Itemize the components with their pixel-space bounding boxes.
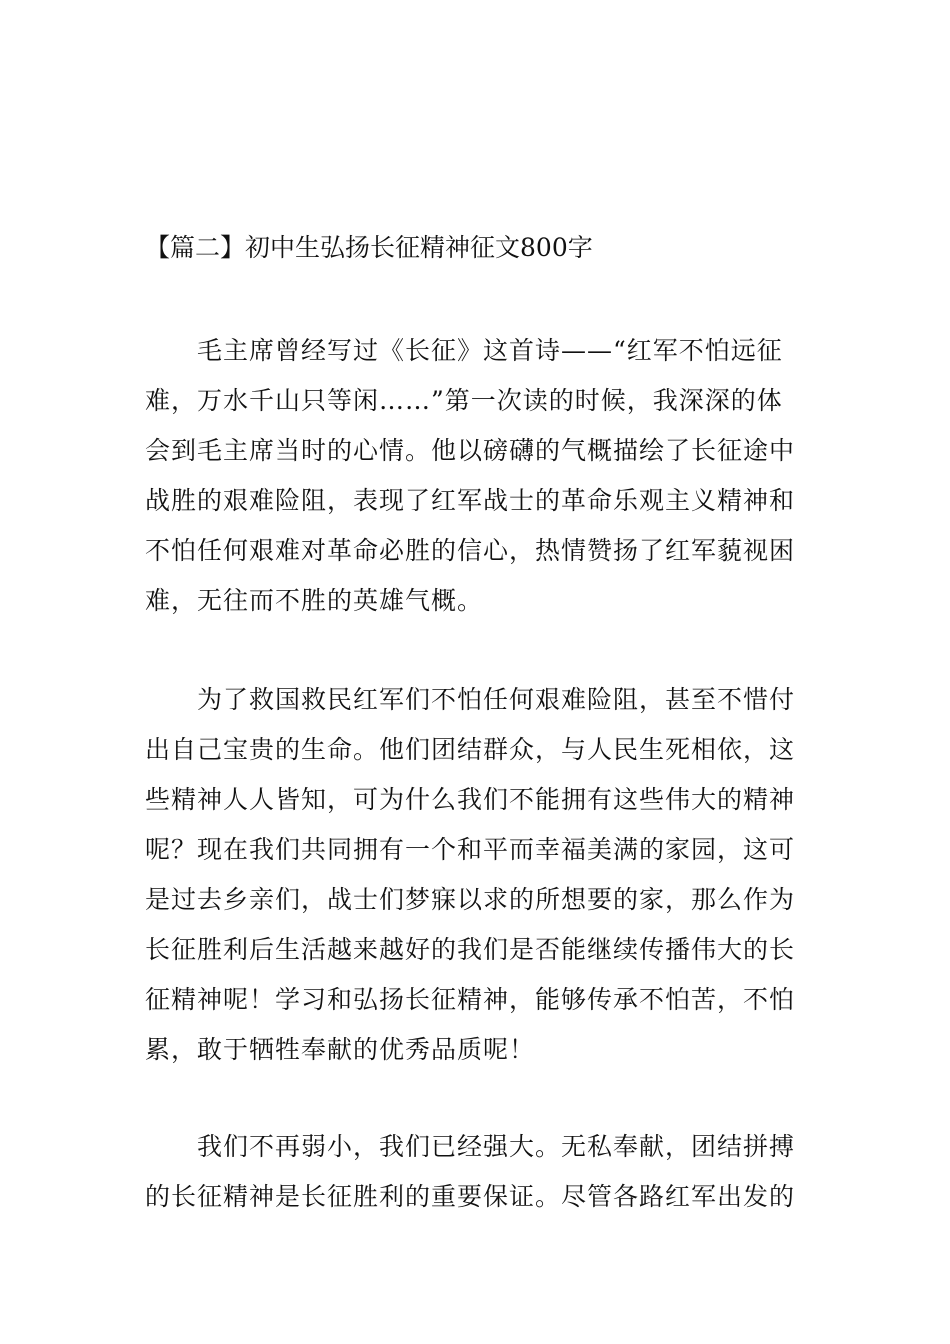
paragraph-line: 些精神人人皆知，可为什么我们不能拥有这些伟大的精神 <box>145 785 796 814</box>
paragraph-line: 累，敢于牺牲奉献的优秀品质呢！ <box>145 1035 536 1064</box>
paragraph-line: 是过去乡亲们，战士们梦寐以求的所想要的家，那么作为 <box>145 885 796 914</box>
paragraph-line: 我们不再弱小，我们已经强大。无私奉献，团结拼搏 <box>197 1132 796 1161</box>
paragraph-line: 长征胜利后生活越来越好的我们是否能继续传播伟大的长 <box>145 935 796 964</box>
paragraph-line: 出自己宝贵的生命。他们团结群众，与人民生死相依，这 <box>145 735 796 764</box>
paragraph-line: 呢？现在我们共同拥有一个和平而幸福美满的家园，这可 <box>145 835 796 864</box>
paragraph-line: 不怕任何艰难对革命必胜的信心，热情赞扬了红军藐视困 <box>145 536 796 565</box>
document-title: 【篇二】初中生弘扬长征精神征文800字 <box>145 233 593 262</box>
paragraph-2 <box>145 675 807 1075</box>
paragraph-3 <box>145 1122 807 1222</box>
paragraph-line: 为了救国救民红军们不怕任何艰难险阻，甚至不惜付 <box>197 685 796 714</box>
paragraph-line: 会到毛主席当时的心情。他以磅礴的气概描绘了长征途中 <box>145 436 796 465</box>
paragraph-line: 难，万水千山只等闲……”第一次读的时候，我深深的体 <box>145 386 783 415</box>
paragraph-1 <box>145 326 807 626</box>
paragraph-line: 战胜的艰难险阻，表现了红军战士的革命乐观主义精神和 <box>145 486 796 515</box>
paragraph-line: 毛主席曾经写过《长征》这首诗——“红军不怕远征 <box>197 336 783 365</box>
paragraph-line: 难，无往而不胜的英雄气概。 <box>145 586 484 615</box>
paragraph-line: 征精神呢！学习和弘扬长征精神，能够传承不怕苦，不怕 <box>145 985 796 1014</box>
paragraph-line: 的长征精神是长征胜利的重要保证。尽管各路红军出发的 <box>145 1182 796 1211</box>
